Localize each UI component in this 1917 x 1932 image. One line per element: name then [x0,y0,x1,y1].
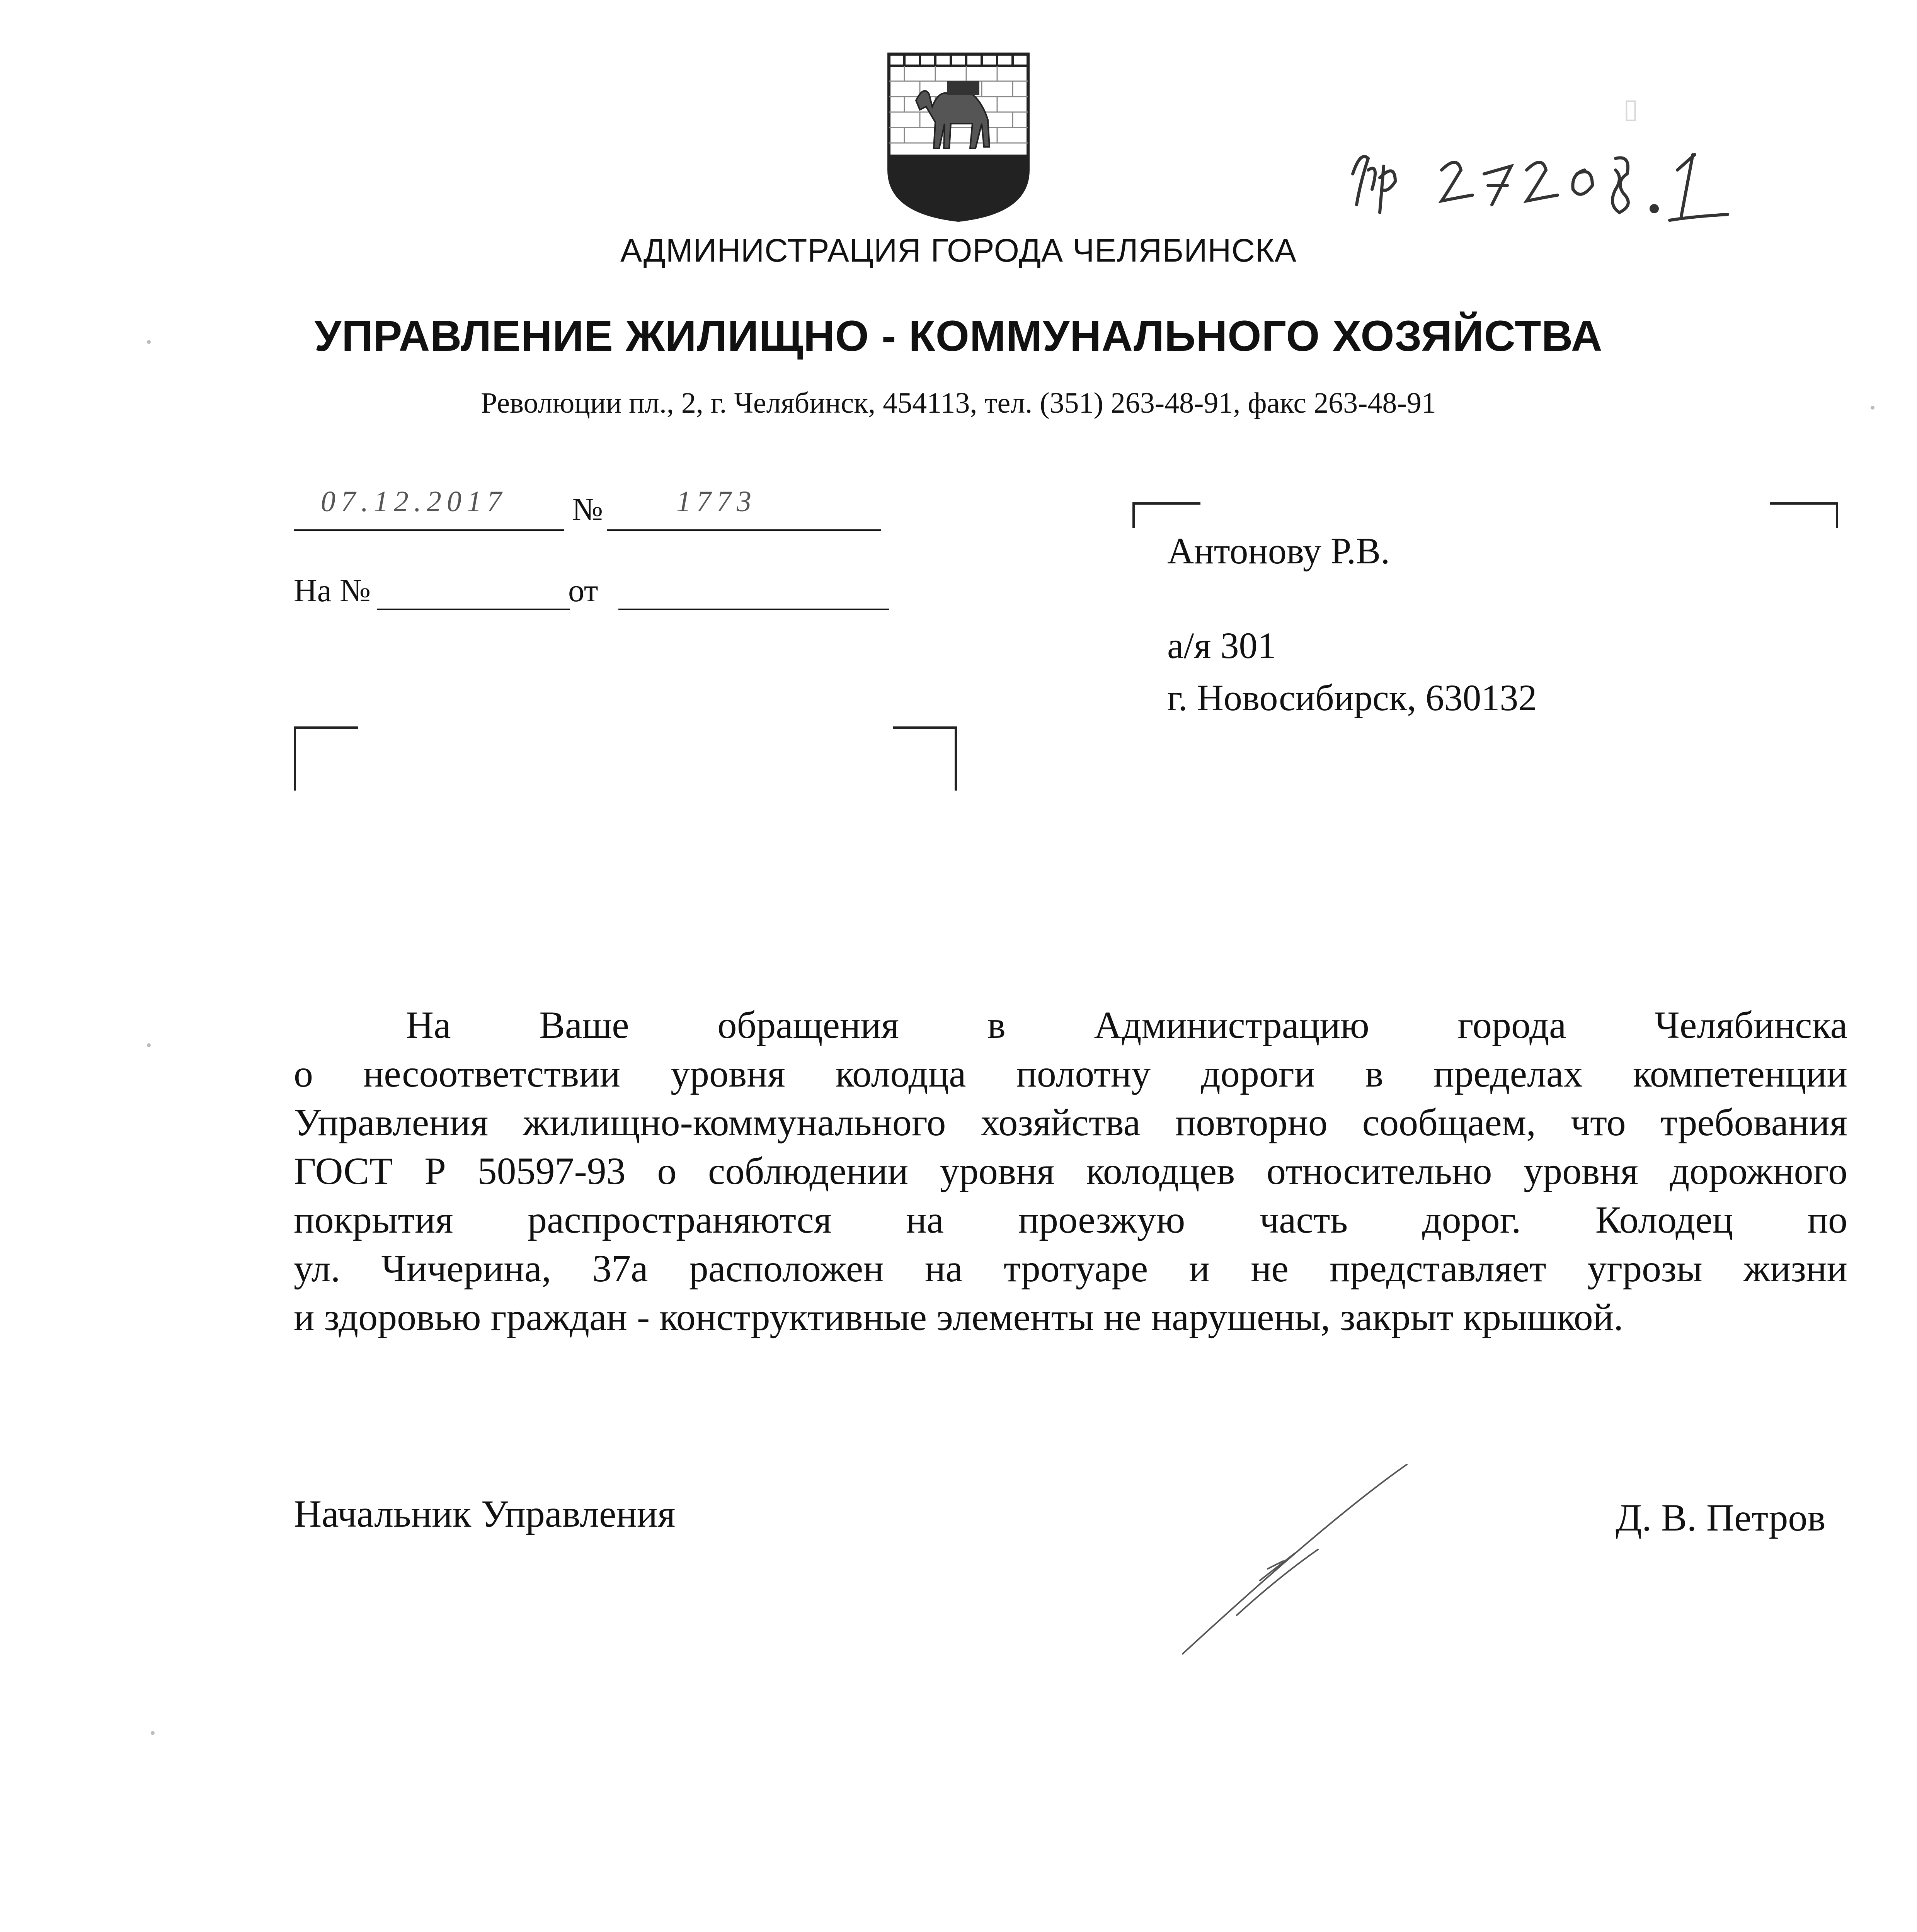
body-line: и здоровью граждан - конструктивные элементы не нарушены, закрыт крышкой. [294,1296,1624,1338]
body-line: Управления жилищно-коммунального хозяйства повторно сообщаем, что требования [294,1101,1847,1144]
scan-speck [151,1731,155,1735]
recipient-name: Антонову Р.В. [1167,530,1390,571]
recipient-corner-left [1132,502,1200,528]
body-line: ул. Чичерина, 37а расположен на тротуаре и не представляет угрозы жизни [294,1247,1847,1290]
scan-speck [147,340,151,344]
administration-name: АДМИНИСТРАЦИЯ ГОРОДА ЧЕЛЯБИНСКА [620,232,1297,269]
signer-position: Начальник Управления [294,1492,676,1535]
coat-of-arms-crest [881,46,1036,224]
recipient-po-box: а/я 301 [1167,625,1276,666]
scan-speck [147,1043,151,1047]
outgoing-date-line [294,529,564,531]
reference-number-line [377,609,570,610]
recipient-city: г. Новосибирск, 630132 [1167,677,1537,718]
outgoing-date-handwritten: 07.12.2017 [321,485,507,518]
reference-from-line [618,609,889,610]
department-address: Революции пл., 2, г. Челябинск, 454113, тел. (351) 263-48-91, факс 263-48-91 [481,387,1436,419]
body-line: покрытия распространяются на проезжую часть дорог. Колодец по [294,1198,1847,1241]
recipient-corner-right [1770,502,1838,528]
department-name: УПРАВЛЕНИЕ ЖИЛИЩНО - КОММУНАЛЬНОГО ХОЗЯЙСТВА [314,312,1603,360]
handwritten-registration-mark [1345,128,1770,243]
outgoing-number-line [607,529,881,531]
faint-stamp-mark: ▯ [1623,94,1638,124]
reference-from-label: от [568,573,598,609]
reference-number-label: На № [294,573,371,609]
outgoing-number-label: № [572,492,603,527]
scan-speck [1871,406,1874,410]
outgoing-number-handwritten: 1773 [676,485,757,518]
subject-corner-right [893,726,957,791]
letter-body [294,1001,1847,1342]
signer-name: Д. В. Петров [1616,1496,1826,1539]
body-line: На Ваше обращения в Администрацию города Челябинска [406,1003,1847,1046]
body-line: о несоответствии уровня колодца полотну дороги в пределах компетенции [294,1052,1847,1095]
body-line: ГОСТ Р 50597-93 о соблюдении уровня колодцев относительно уровня дорожного [294,1150,1847,1192]
handwritten-signature [1167,1453,1430,1677]
subject-corner-left [294,726,358,791]
